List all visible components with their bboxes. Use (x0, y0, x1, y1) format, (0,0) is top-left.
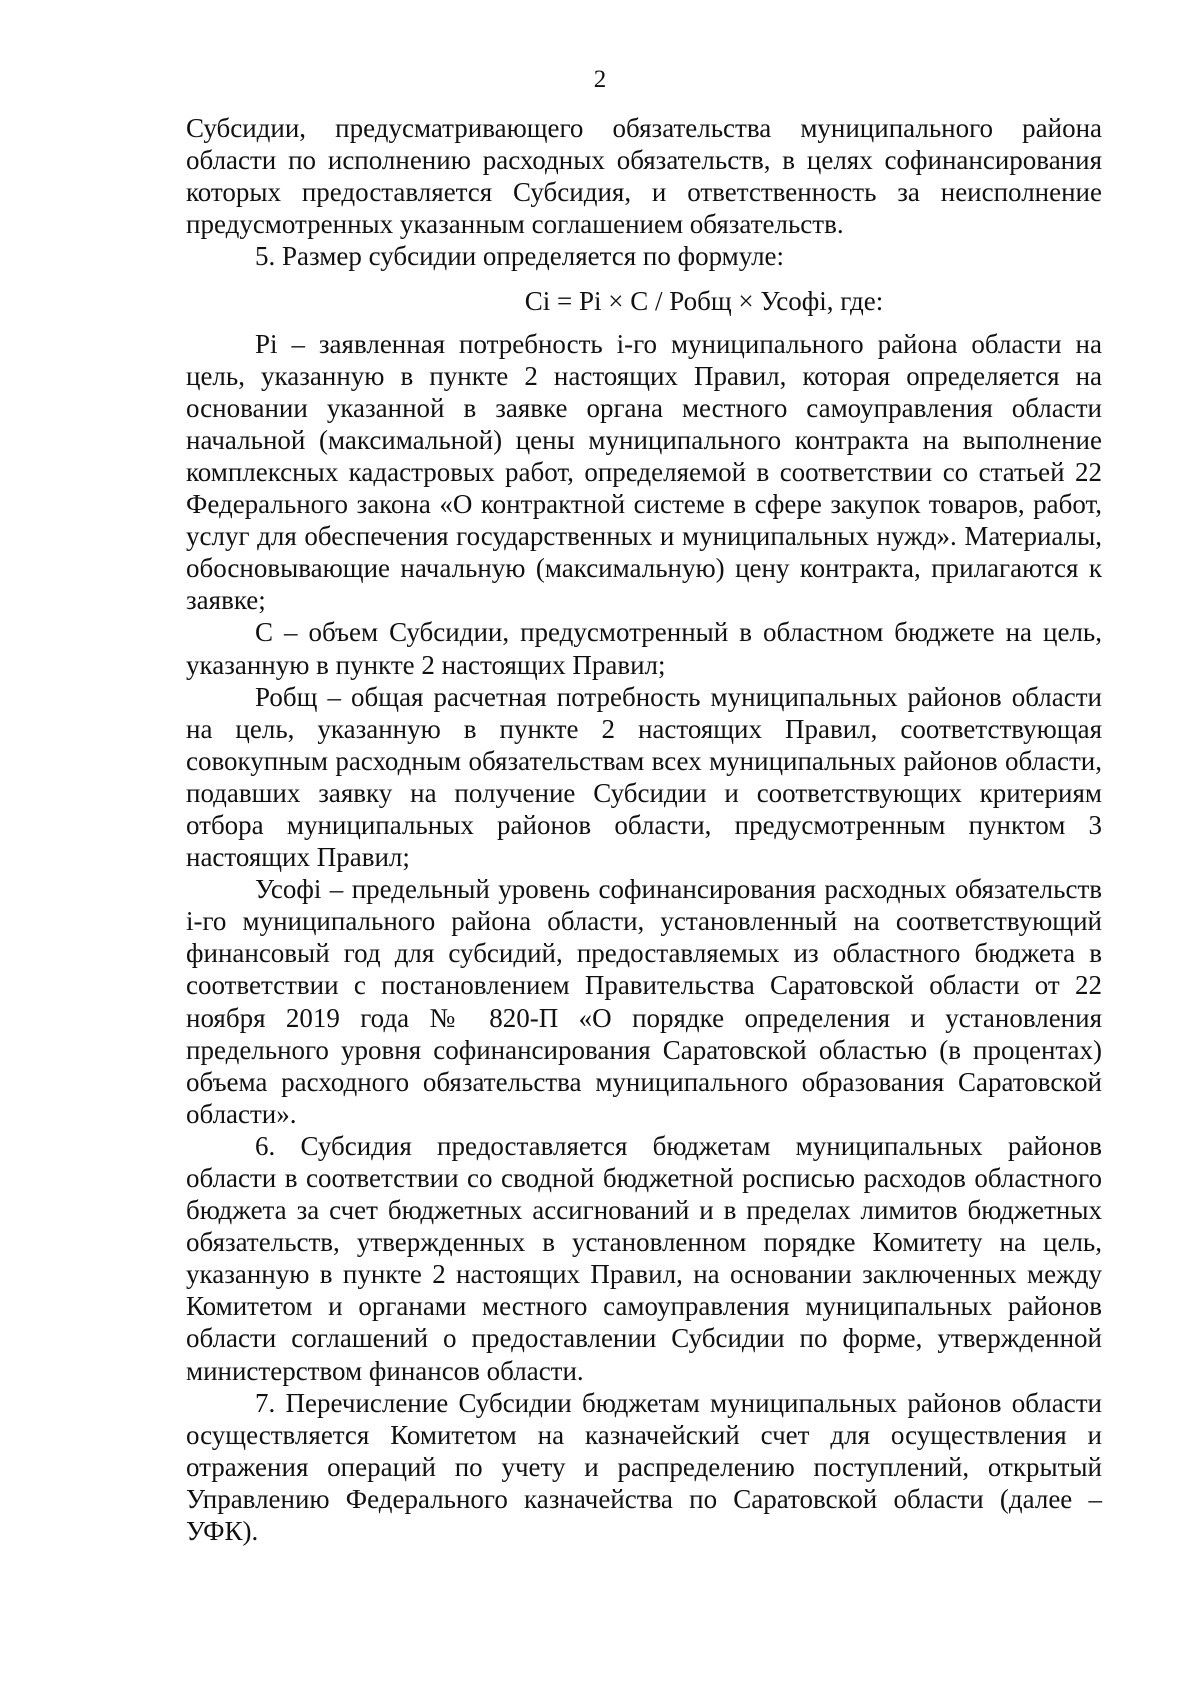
formula: Ci = Pi × C / Робщ × Усофi, где: (524, 286, 884, 317)
document-body (186, 112, 1102, 1547)
paragraph-item-7: 7. Перечисление Субсидии бюджетам муниципальных районов области осуществляется Комитетом на казначейский счет для осуществления и отражения операций по учету и распределению поступлений, открытый Управлению Федерального казначейства по Саратовской области (далее – УФК). (186, 1387, 1102, 1547)
definition-usofi: Усофi – предельный уровень софинансирования расходных обязательств i-го муниципального района области, установленный на соответствующий финансовый год для субсидий, предоставляемых из областного бюджета в соответствии с постановлением Правительства Саратовской области от 22 ноября 2019 года № 820-П «О порядке определения и установления предельного уровня софинансирования Саратовской областью (в процентах) объема расходного обязательства муниципального образования Саратовской области». (186, 874, 1102, 1129)
page-number: 2 (593, 66, 607, 93)
paragraph-item-6: 6. Субсидия предоставляется бюджетам муниципальных районов области в соответствии со сводной бюджетной росписью расходов областного бюджета за счет бюджетных ассигнований и в пределах лимитов бюджетных обязательств, утвержденных в установленном порядке Комитету на цель, указанную в пункте 2 настоящих Правил, на основании заключенных между Комитетом и органами местного самоуправления муниципальных районов области соглашений о предоставлении Субсидии по форме, утвержденной министерством финансов области. (186, 1130, 1102, 1386)
definition-pi: Pi – заявленная потребность i-го муниципального района области на цель, указанную в пункте 2 настоящих Правил, которая определяется на основании указанной в заявке органа местного самоуправления области начальной (максимальной) цены муниципального контракта на выполнение комплексных кадастровых работ, определяемой в соответствии со статьей 22 Федерального закона «О контрактной системе в сфере закупок товаров, работ, услуг для обеспечения государственных и муниципальных нужд». Материалы, обосновывающие начальную (максимальную) цену контракта, прилагаются к заявке; (186, 328, 1102, 616)
definition-robshch: Робщ – общая расчетная потребность муниципальных районов области на цель, указанную в пункте 2 настоящих Правил, соответствующая совокупным расходным обязательствам всех муниципальных районов области, подавших заявку на получение Субсидии и соответствующих критериям отбора муниципальных районов области, предусмотренным пунктом 3 настоящих Правил; (186, 681, 1102, 873)
paragraph-item-5: 5. Размер субсидии определяется по формуле: (255, 241, 785, 272)
definition-c: C – объем Субсидии, предусмотренный в областном бюджете на цель, указанную в пункте 2 настоящих Правил; (186, 617, 1102, 680)
paragraph-continuation: Субсидии, предусматривающего обязательства муниципального района области по исполнению расходных обязательств, в целях софинансирования которых предоставляется Субсидия, и ответственность за неисполнение предусмотренных указанным соглашением обязательств. (186, 113, 1102, 240)
